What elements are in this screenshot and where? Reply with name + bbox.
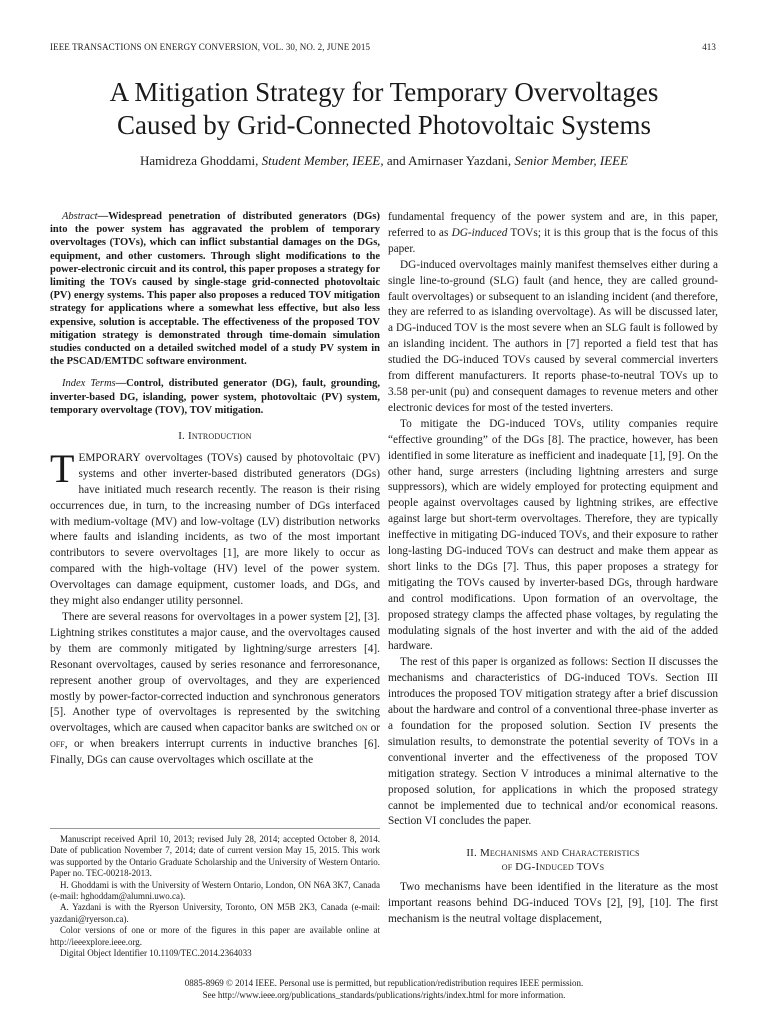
smallcaps-on: on [356,722,368,735]
abstract [50,210,380,368]
intro-paragraph-2-text-b: or [367,722,380,735]
footnotes [50,834,380,959]
section-number: I. [178,430,188,443]
section-heading-mechanisms [388,846,718,874]
intro-first-word: EMPORARY [78,451,141,464]
running-header: IEEE TRANSACTIONS ON ENERGY CONVERSION, VOL. 30, NO. 2, JUNE 2015 [50,42,371,52]
title-line-2: Caused by Grid-Connected Photovoltaic Systems [117,110,651,140]
continued-text-b: TOVs; it is this group that is the focus of this paper. [388,226,718,255]
intro-paragraph-2 [50,610,380,769]
index-terms [50,377,380,417]
continued-emphasis: DG-induced [451,226,508,239]
author-2: , and Amirnaser Yazdani, [380,153,515,168]
footnote-rule [50,828,380,829]
intro-paragraph-1-text: overvoltages (TOVs) caused by photovoltaic (PV) systems and other inverter-based distributed generators (DGs) have initiated much research recently. The reason is their rising occurrences due, in turn, to the increasing number of DGs interfaced with medium-voltage (MV) and low-voltage (LV) distribution networks where faults and islanding incidents, as two of the most important contributors to severe overvoltages [1], are more likely to occur as compared with the high-voltage (HV) level of the power system. Overvoltages can damage equipment, customer loads, and DGs, and they might also endanger utility personnel. [50,451,380,608]
footnote-author-2: A. Yazdani is with the Ryerson University, Toronto, ON M5B 2K3, Canada (e-mail: yazdani@ryerson.ca). [50,902,380,924]
drop-cap: T [50,445,75,491]
paper-title [40,76,728,142]
section-2-title-line-1: II. Mechanisms and Characteristics [466,847,640,860]
right-column [388,210,718,928]
footnote-doi: Digital Object Identifier 10.1109/TEC.2014.2364033 [60,948,252,959]
footnote-manuscript: Manuscript received April 10, 2013; revised July 28, 2014; accepted October 8, 2014. Date of publication November 7, 2014; date of current version May 15, 2015. This work was supported by the Ontario Graduate Scholarship and the University of Western Ontario. Paper no. TEC-00218-2013. [50,834,380,879]
abstract-label: Abstract [62,211,98,222]
author-2-membership: Senior Member, IEEE [514,153,629,168]
abstract-text: —Widespread penetration of distributed generators (DGs) into the power system has aggravated the problem of temporary overvoltages (TOVs), which can inflict substantial damages on the DGs, equipment, and other customers. Through slight modifications to the power-electronic circuit and its control, this paper proposes a strategy for limiting the TOVs caused by single-stage grid-connected photovoltaic (PV) energy systems. This paper also proposes a reduced TOV mitigation strategy for applications where a somewhat less effective, but also less expensive, solution is acceptable. The effectiveness of the proposed TOV mitigation strategy is demonstrated through time-domain simulation studies conducted on a detailed switched model of a study PV system in the PSCAD/EMTDC software environment. [50,211,380,368]
title-line-1: A Mitigation Strategy for Temporary Overvoltages [109,77,659,107]
section-heading-intro [50,429,380,445]
intro-paragraph-1 [50,445,380,610]
page-number: 413 [702,42,716,52]
section-2-paragraph-1: Two mechanisms have been identified in the literature as the most important reasons behind DG-induced TOVs [2], [9], [10]. The first mechanism is the neutral voltage displacement, [388,881,718,926]
intro-paragraph-2-text-a: There are several reasons for overvoltages in a power system [2], [3]. Lightning strikes constitutes a major cause, and the overvoltages caused by them are commonly mitigated by lightning/surge arresters [4]. Resonant overvoltages, caused by series resonance and ferroresonance, represent another group of overvoltages, and they are experienced mostly by power-factor-corrected induction and synchronous generators [5]. Another type of overvoltages is represented by the switching overvoltages, which are caused when capacitor banks are switched [50,611,380,735]
author-1: Hamidreza Ghoddami, [139,153,262,168]
intro-paragraph-2-text-c: , or when breakers interrupt currents in inductive branches [6]. Finally, DGs can cause overvoltages which oscillate at the [50,738,380,767]
rights-link-line: See http://www.ieee.org/publications_standards/publications/rights/index.html for more information. [202,990,566,1000]
left-column [50,210,380,769]
author-line [40,153,728,169]
copyright-footer [40,977,728,1001]
section-title: Introduction [187,430,252,443]
section-2-title-line-2: of DG-Induced TOVs [501,861,605,874]
smallcaps-off: off [50,738,65,751]
footnote-color: Color versions of one or more of the figures in this paper are available online at http://ieeexplore.ieee.org. [50,925,380,947]
intro-paragraph-5: The rest of this paper is organized as follows: Section II discusses the mechanisms and characteristics of DG-induced TOVs. Section III introduces the proposed TOV mitigation strategy after a brief discussion about the hardware and control of a conventional three-phase inverter as a foundation for the proposed solution. Section IV presents the simulation results, to demonstrate the potential severity of TOVs in a conventional inverter and the effectiveness of the proposed TOV mitigation strategy. Section V introduces a minimal alternative to the proposed solution, for applications in which the proposed strategy cannot be implemented due to technical and/or economical reasons. Section VI concludes the paper. [388,656,718,828]
footnote-author-1: H. Ghoddami is with the University of Western Ontario, London, ON N6A 3K7, Canada (e-mail: hghoddam@alumni.uwo.ca). [50,879,380,902]
index-terms-text: —Control, distributed generator (DG), fault, grounding, inverter-based DG, islanding, power system, photovoltaic (PV) system, temporary overvoltage (TOV), TOV mitigation. [50,378,381,416]
intro-paragraph-3: DG-induced overvoltages mainly manifest themselves either during a single line-to-ground (SLG) fault (and hence, they are called ground-fault overvoltages) or subsequent to an islanding incident (and therefore, they are referred to as islanding overvoltage). As will be discussed later, a DG-induced TOV is the most severe when an SLG fault is followed by an islanding incident. The authors in [7] reported a field test that has studied the DG-induced TOVs caused by several commercial inverters from different manufacturers. It reports phase-to-neutral TOVs up to 3.58 per-unit (pu) and consequent damages to revenue meters and other electronic devices for most of the tested inverters. [388,258,718,414]
intro-paragraph-4: To mitigate the DG-induced TOVs, utility companies require “effective grounding” of the DGs [8]. The practice, however, has been identified in some literature as inefficient and inadequate [1], [9]. On the other hand, surge arresters (including lightning arresters and surge suppressors), which are widely employed for protecting equipment and people against overvoltages caused by lightning strikes, are effective against large but short-term overvoltages. Therefore, they are typically ineffective in mitigating DG-induced TOVs, and their exposure to rather long-lasting DG-induced TOVs can destruct and make them appear as short links to the DGs [7]. Thus, this paper proposes a strategy for mitigating the TOVs caused by inverter-based DGs, through hardware and control modifications. Upon formation of an overvoltage, the proposed strategy clamps the affected phase voltages, by regulating the modulating signals of the host inverter and with the aid of the added hardware. [388,417,718,653]
index-terms-label: Index Terms [62,378,116,390]
intro-paragraph-2-continued [388,210,718,258]
author-1-membership: Student Member, IEEE [261,153,381,168]
copyright-line: 0885-8969 © 2014 IEEE. Personal use is permitted, but republication/redistribution requires IEEE permission. [184,978,584,988]
continued-text-a: fundamental frequency of the power system and are, in this paper, referred to as [388,211,718,239]
